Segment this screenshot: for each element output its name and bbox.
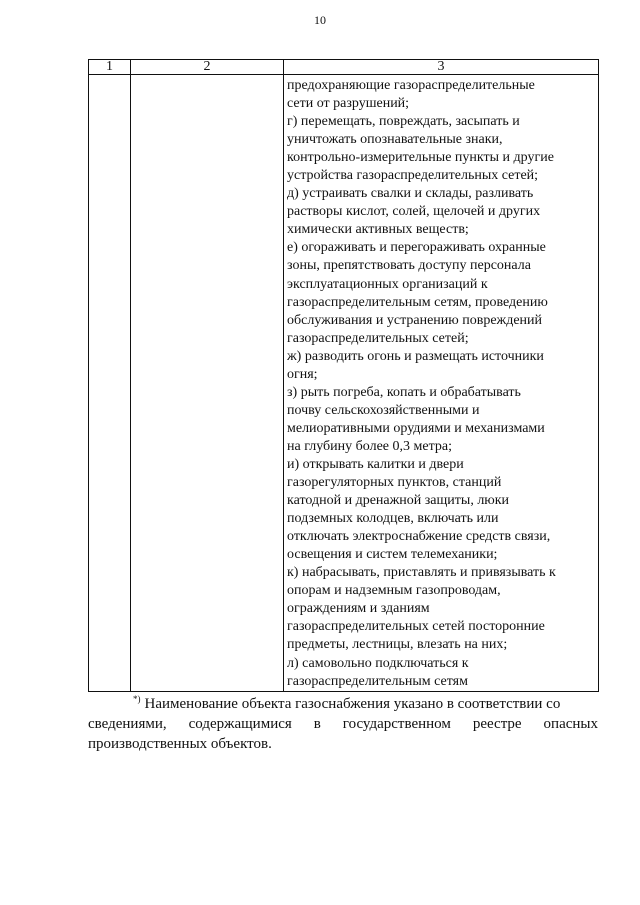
text-line: и) открывать калитки и двери xyxy=(287,456,464,472)
text-line: газораспределительных сетей; xyxy=(287,330,469,346)
text-line: подземных колодцев, включать или xyxy=(287,511,499,527)
footnote-word: содержащимися xyxy=(188,716,292,732)
text-line: химически активных веществ; xyxy=(287,222,469,238)
cell-column-1 xyxy=(89,75,131,692)
text-line: обслуживания и устранению повреждений xyxy=(287,312,543,328)
footnote-line-2 xyxy=(88,714,598,734)
footnote-word: сведениями, xyxy=(88,716,167,732)
table-header-row xyxy=(89,60,599,75)
text-line: почву сельскохозяйственными и xyxy=(287,402,480,418)
prohibitions-text xyxy=(284,75,598,691)
footnote xyxy=(88,689,598,754)
footnote-word: опасных xyxy=(543,716,598,732)
text-line: е) огораживать и перегораживать охранные xyxy=(287,240,546,256)
text-line: ограждениям и зданиям xyxy=(287,601,430,617)
footnote-word: государственном xyxy=(342,716,451,732)
footnote-line-1 xyxy=(88,689,598,714)
document-table xyxy=(88,59,599,692)
cell-column-2 xyxy=(131,75,284,692)
text-line: сети от разрушений; xyxy=(287,96,410,112)
text-line: огня; xyxy=(287,366,318,382)
text-line: эксплуатационных организаций к xyxy=(287,276,488,292)
column-header-2: 2 xyxy=(131,60,284,75)
text-line: опорам и надземным газопроводам, xyxy=(287,583,501,599)
cell-column-3 xyxy=(284,75,599,692)
text-line: газораспределительным сетям, проведению xyxy=(287,294,548,310)
text-line: г) перемещать, повреждать, засыпать и xyxy=(287,114,520,130)
text-line: зоны, препятствовать доступу персонала xyxy=(287,258,531,274)
text-line: газорегуляторных пунктов, станций xyxy=(287,475,502,491)
text-line: устройства газораспределительных сетей; xyxy=(287,168,539,184)
text-line: освещения и систем телемеханики; xyxy=(287,547,498,563)
text-line: к) набрасывать, приставлять и привязывать к xyxy=(287,565,556,581)
text-line: ж) разводить огонь и размещать источники xyxy=(287,348,544,364)
text-line: контрольно-измерительные пункты и другие xyxy=(287,150,554,166)
text-line: л) самовольно подключаться к xyxy=(287,655,469,671)
text-line: д) устраивать свалки и склады, разливать xyxy=(287,186,534,202)
text-line: з) рыть погреба, копать и обрабатывать xyxy=(287,384,521,400)
text-line: предметы, лестницы, влезать на них; xyxy=(287,637,508,653)
text-line: уничтожать опознавательные знаки, xyxy=(287,132,503,148)
footnote-line-3: производственных объектов. xyxy=(88,736,272,752)
footnote-text-1: Наименование объекта газоснабжения указано в соответствии со xyxy=(144,696,561,712)
text-line: отключать электроснабжение средств связи, xyxy=(287,529,551,545)
column-header-1: 1 xyxy=(89,60,131,75)
text-line: растворы кислот, солей, щелочей и других xyxy=(287,204,541,220)
text-line: катодной и дренажной защиты, люки xyxy=(287,493,510,509)
footnote-word: в xyxy=(313,716,321,732)
text-line: мелиоративными орудиями и механизмами xyxy=(287,420,545,436)
page-number: 10 xyxy=(314,13,326,27)
text-line: газораспределительным сетям xyxy=(287,673,468,689)
text-line: газораспределительных сетей посторонние xyxy=(287,619,545,635)
text-line: предохраняющие газораспределительные xyxy=(287,78,535,93)
footnote-word: реестре xyxy=(472,716,522,732)
text-line: на глубину более 0,3 метра; xyxy=(287,438,452,454)
table-row xyxy=(89,75,599,692)
column-header-3: 3 xyxy=(284,60,599,75)
footnote-marker: *) xyxy=(133,694,141,704)
